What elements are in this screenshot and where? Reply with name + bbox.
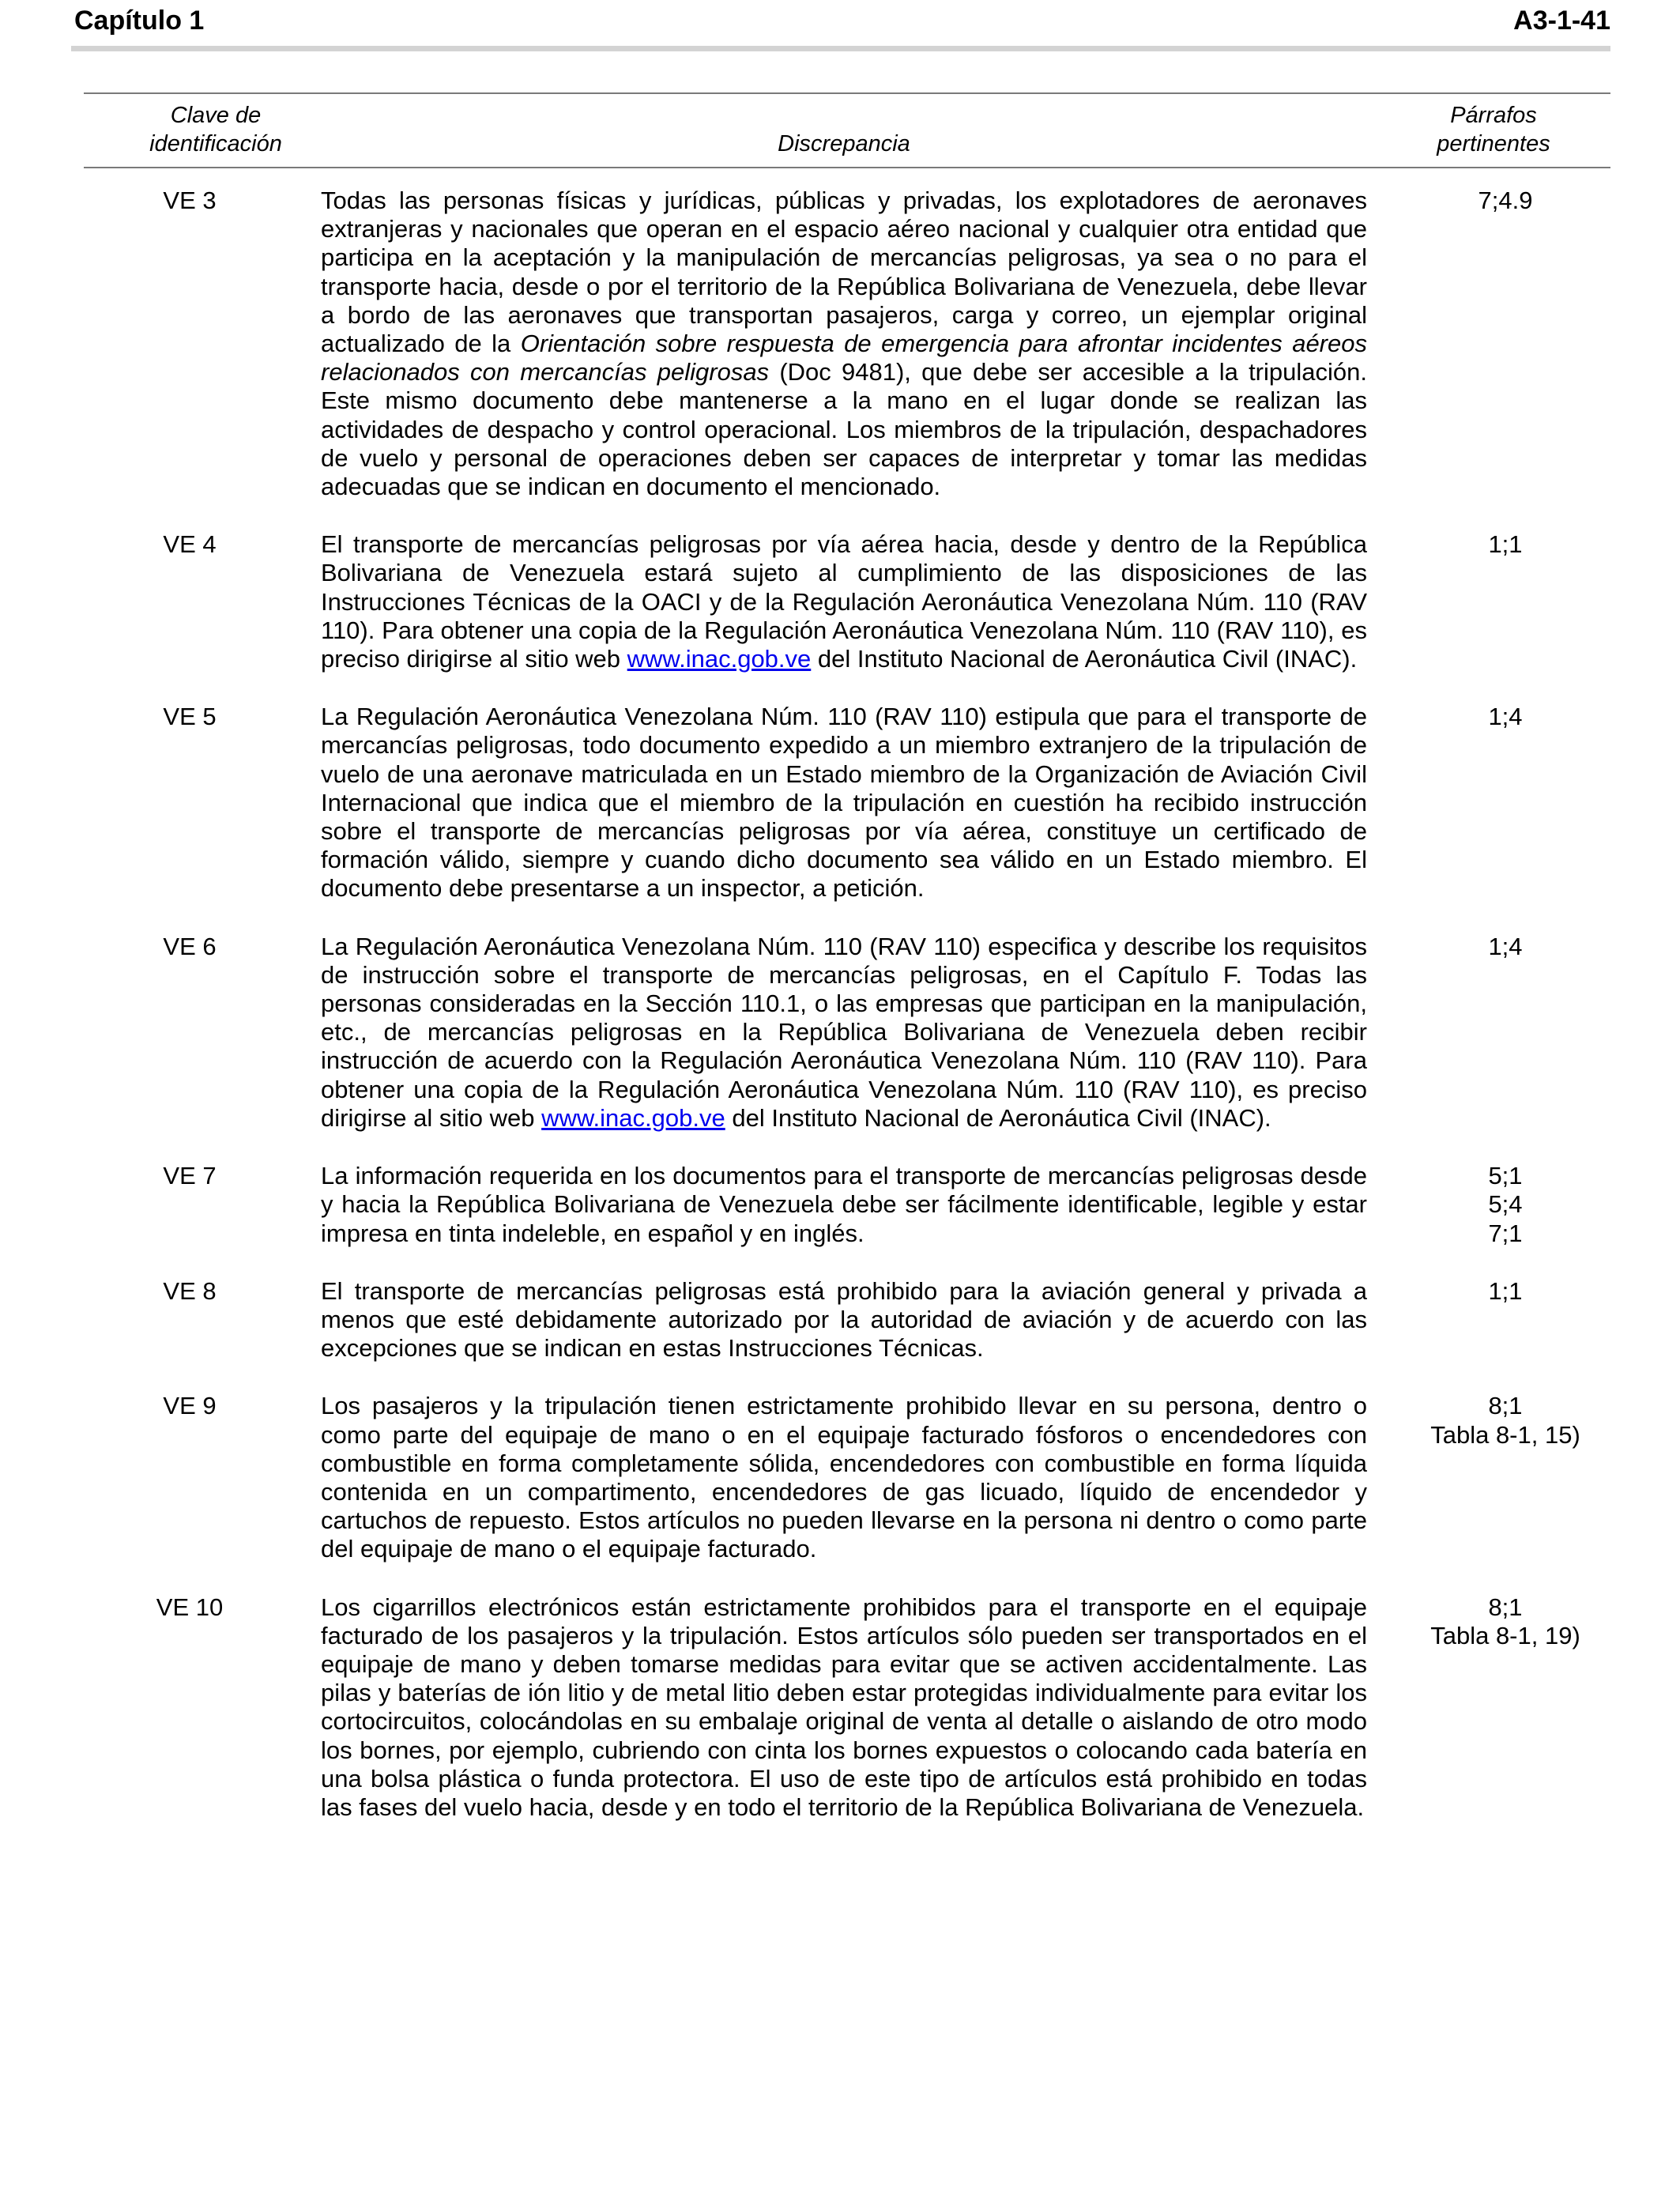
paragraph-ref: 8;1	[1488, 1593, 1523, 1621]
paragraph-ref: 1;1	[1488, 530, 1523, 559]
table-row	[0, 1593, 1680, 1823]
row-paragraphs	[1367, 530, 1620, 673]
row-text: del Instituto Nacional de Aeronáutica Civil (INAC).	[725, 1103, 1271, 1132]
paragraph-ref: 1;4	[1488, 932, 1523, 960]
paragraph-ref: 8;1	[1488, 1392, 1523, 1420]
header-rule	[71, 46, 1610, 51]
row-key: VE 4	[163, 530, 217, 559]
row-key: VE 5	[163, 703, 217, 731]
row-key: VE 8	[163, 1276, 217, 1305]
table-row	[0, 187, 1680, 501]
row-discrepancy: La Regulación Aeronáutica Venezolana Núm. 110 (RAV 110) estipula que para el transporte de mercancías peligrosas, todo documento expedido a un miembro extranjero de la tripulación de vuelo de una aeronave matriculada en un Estado miembro de la Organización de Aviación Civil Internacional que indica que el miembro de la tripulación en cuestión ha recibido instrucción sobre el transporte de mercancías peligrosas por vía aérea, constituye un certificado de formación válido, siempre y cuando dicho documento sea válido en un Estado miembro. El documento debe presentarse a un inspector, a petición.	[321, 703, 1367, 903]
paragraph-ref: 7;1	[1488, 1219, 1523, 1247]
row-text: El transporte de mercancías peligrosas por vía aérea hacia, desde y dentro de la República Bolivariana de Venezuela estará sujeto al cumplimiento de las disposiciones de las Instrucciones Técnicas de la OACI y de la Regulación Aeronáutica Venezolana Núm. 110 (RAV 110). Para obtener una copia de la Regulación Aeronáutica Venezolana Núm. 110 (RAV 110), es preciso dirigirse al sitio web	[321, 530, 1367, 673]
table-body	[0, 187, 1680, 1851]
row-paragraphs	[1367, 187, 1620, 501]
page-header	[74, 3, 1610, 38]
row-text: (Doc 9481), que debe ser accesible a la tripulación. Este mismo documento debe mantenerse a la mano en el lugar donde se realizan las actividades de despacho y control operacional. Los miembros de la tripulación, despachadores de vuelo y personal de operaciones deben ser capaces de interpretar y tomar las medidas adecuadas que se indican en documento el mencionado.	[321, 358, 1367, 501]
column-header-paragraphs-line2: pertinentes	[1437, 131, 1550, 156]
table-row	[0, 703, 1680, 903]
row-paragraphs	[1367, 1593, 1620, 1823]
paragraph-ref: 7;4.9	[1478, 187, 1533, 214]
inac-website-link[interactable]: www.inac.gob.ve	[541, 1103, 725, 1132]
row-discrepancy: La información requerida en los documentos para el transporte de mercancías peligrosas desde y hacia la República Bolivariana de Venezuela debe ser fácilmente identificable, legible y estar impresa en tinta indeleble, en español y en inglés.	[321, 1162, 1367, 1247]
table-row	[0, 1162, 1680, 1248]
paragraph-ref: 5;4	[1488, 1190, 1523, 1219]
table-row	[0, 530, 1680, 673]
paragraph-ref: 1;4	[1488, 703, 1523, 731]
row-discrepancy	[321, 933, 1367, 1133]
column-header-key-line1: Clave de	[170, 103, 262, 128]
column-header-key-line2: identificación	[149, 131, 282, 156]
inac-website-link[interactable]: www.inac.gob.ve	[627, 645, 812, 673]
column-header-paragraphs	[1367, 101, 1620, 158]
table-row	[0, 1277, 1680, 1363]
column-header-paragraphs-line1: Párrafos	[1450, 103, 1537, 128]
document-title: Orientación sobre respuesta de emergencia para afrontar incidentes aéreos relacionados con mercancías peligrosas	[321, 330, 1367, 386]
table-row	[0, 933, 1680, 1133]
row-paragraphs	[1367, 933, 1620, 1133]
table-header-rule	[84, 167, 1610, 168]
table-row	[0, 1392, 1680, 1563]
page-number: A3-1-41	[1513, 6, 1610, 36]
row-paragraphs	[1367, 1392, 1620, 1563]
row-key: VE 9	[163, 1392, 217, 1420]
paragraph-ref: 5;1	[1488, 1162, 1523, 1190]
row-paragraphs	[1367, 1277, 1620, 1363]
column-header-discrepancy: Discrepancia	[778, 131, 910, 156]
row-key: VE 3	[163, 187, 217, 214]
row-discrepancy: El transporte de mercancías peligrosas está prohibido para la aviación general y privada a menos que esté debidamente autorizado por la autoridad de aviación y de acuerdo con las excepciones que se indican en estas Instrucciones Técnicas.	[321, 1276, 1367, 1363]
row-text: del Instituto Nacional de Aeronáutica Civil (INAC).	[811, 645, 1358, 673]
row-paragraphs	[1367, 1162, 1620, 1248]
row-discrepancy: Los pasajeros y la tripulación tienen estrictamente prohibido llevar en su persona, dentro o como parte del equipaje de mano o en el equipaje facturado fósforos o encendedores con combustible en forma completamente sólida, encendedores con combustible en forma líquida contenida en un compartimento, encendedores de gas licuado, líquido de encendedor y cartuchos de repuesto. Estos artículos no pueden llevarse en la persona ni dentro o como parte del equipaje de mano o el equipaje facturado.	[321, 1392, 1367, 1563]
paragraph-ref: Tabla 8-1, 19)	[1430, 1621, 1580, 1649]
row-key: VE 10	[156, 1593, 224, 1621]
table-top-rule	[84, 92, 1610, 94]
row-paragraphs	[1367, 703, 1620, 903]
column-header-key	[95, 101, 337, 158]
paragraph-ref: Tabla 8-1, 15)	[1430, 1420, 1580, 1449]
row-discrepancy	[321, 530, 1367, 673]
row-text: La Regulación Aeronáutica Venezolana Núm. 110 (RAV 110) especifica y describe los requisitos de instrucción sobre el transporte de mercancías peligrosas, en el Capítulo F. Todas las personas consideradas en la Sección 110.1, o las empresas que participan en la manipulación, etc., de mercancías peligrosas en la República Bolivariana de Venezuela deben recibir instrucción de acuerdo con la Regulación Aeronáutica Venezolana Núm. 110 (RAV 110). Para obtener una copia de la Regulación Aeronáutica Venezolana Núm. 110 (RAV 110), es preciso dirigirse al sitio web	[321, 932, 1367, 1132]
row-key: VE 6	[163, 932, 217, 960]
row-key: VE 7	[163, 1162, 217, 1190]
paragraph-ref: 1;1	[1488, 1276, 1523, 1305]
row-discrepancy: Los cigarrillos electrónicos están estrictamente prohibidos para el transporte en el equipaje facturado de los pasajeros y la tripulación. Estos artículos sólo pueden ser transportados en el equipaje de mano y deben tomarse medidas para evitar que se activen accidentalmente. Las pilas y baterías de ión litio y de metal litio deben estar protegidas individualmente para evitar los cortocircuitos, colocándolas en su embalaje original de venta al detalle o aislando de otro modo los bornes, por ejemplo, cubriendo con cinta los bornes expuestos o colocando cada batería en una bolsa plástica o funda protectora. El uso de este tipo de artículos está prohibido en todas las fases del vuelo hacia, desde y en todo el territorio de la República Bolivariana de Venezuela.	[321, 1593, 1367, 1821]
row-discrepancy	[321, 187, 1367, 501]
row-text: Todas las personas físicas y jurídicas, públicas y privadas, los explotadores de aeronaves extranjeras y nacionales que operan en el espacio aéreo nacional y cualquier otra entidad que participa en la aceptación y la manipulación de mercancías peligrosas, ya sea o no para el transporte hacia, desde o por el territorio de la República Bolivariana de Venezuela, debe llevar a bordo de las aeronaves que transportan pasajeros, carga y correo, un ejemplar original actualizado de la	[321, 187, 1367, 358]
chapter-label: Capítulo 1	[74, 6, 205, 36]
